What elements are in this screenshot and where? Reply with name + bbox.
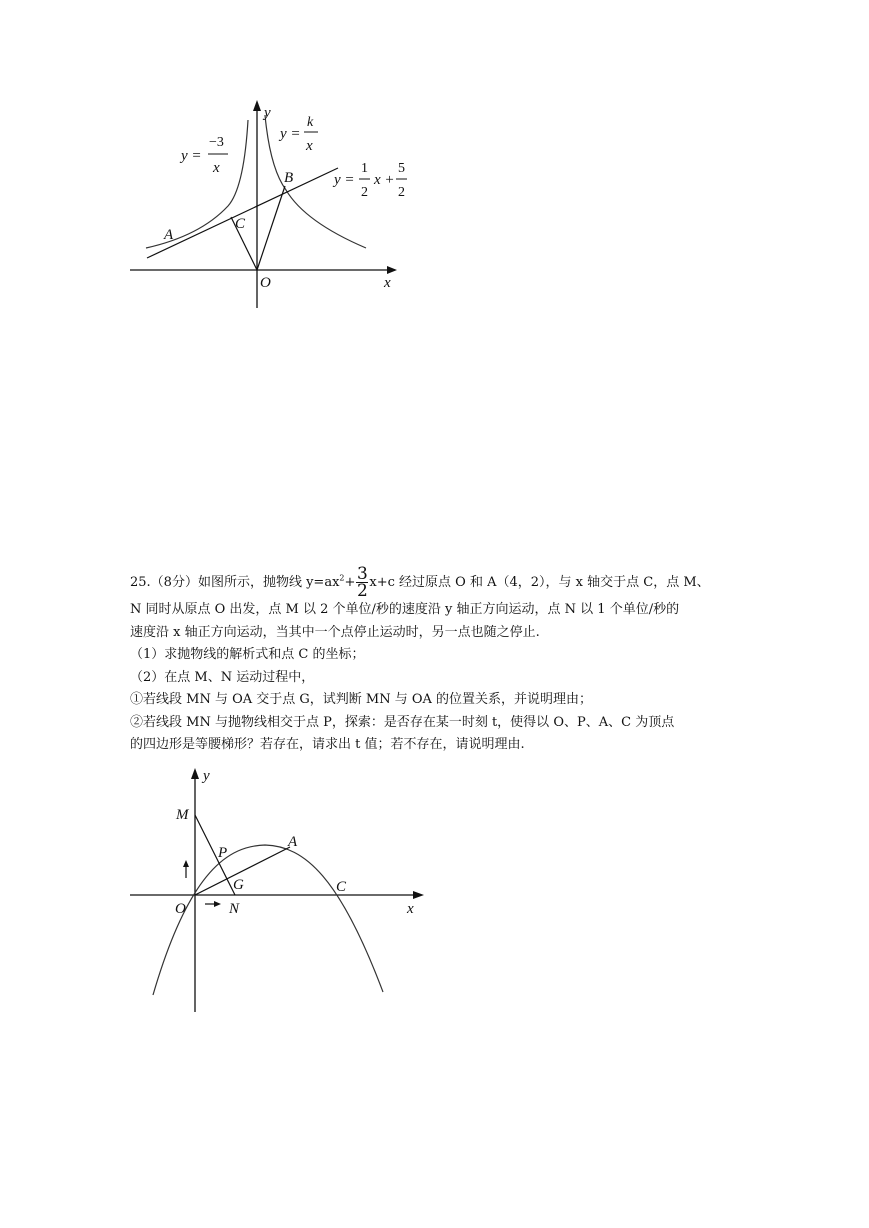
problem-line-5: （2）在点 M、N 运动过程中， <box>130 669 315 685</box>
label-x-axis: x <box>407 901 414 917</box>
line-ab <box>147 168 338 258</box>
y-axis-arrow <box>253 100 261 111</box>
y-axis-arrow <box>191 768 199 779</box>
label-y-axis: y <box>203 768 210 784</box>
figure-1-hyperbolas <box>0 0 869 320</box>
svg-text:k: k <box>307 115 314 130</box>
svg-text:y =: y = <box>334 172 355 188</box>
svg-text:5: 5 <box>398 161 405 176</box>
label-c: C <box>336 879 347 895</box>
svg-text:y =: y = <box>280 126 301 142</box>
problem-line-4: （1）求抛物线的解析式和点 C 的坐标； <box>130 647 365 662</box>
label-a: A <box>164 227 174 243</box>
equation-line <box>332 161 407 200</box>
arrow-n-right-head <box>214 901 221 907</box>
label-p: P <box>218 845 228 861</box>
problem-line-3: 速度沿 x 轴正方向运动，当其中一个点停止运动时，另一点也随之停止. <box>130 624 540 640</box>
svg-text:2: 2 <box>398 185 405 200</box>
arrow-m-up-head <box>183 860 189 867</box>
parabola <box>153 845 383 995</box>
label-c: C <box>235 216 246 232</box>
fraction-three-halves: $\frac{3}{2}$ <box>356 564 368 601</box>
problem-line-6: ①若线段 MN 与 OA 交于点 G，试判断 MN 与 OA 的位置关系，并说明理由； <box>130 692 593 707</box>
label-n: N <box>229 901 240 917</box>
svg-text:x: x <box>213 160 220 176</box>
equation-neg-hyperbola <box>179 135 228 176</box>
label-a: A <box>288 834 298 850</box>
label-b: B <box>284 170 294 186</box>
svg-text:−3: −3 <box>209 135 224 150</box>
label-y-axis: y <box>264 105 271 121</box>
problem-line-1: 25.（8分）如图所示，抛物线 $y=ax^2+$ $\frac{3}{2}$ x+c 经过原点 O 和 A（4，2），与 x 轴交于点 C，点 M、 <box>130 564 710 601</box>
x-axis-arrow <box>413 891 424 899</box>
problem-line-8: 的四边形是等腰梯形？若存在，请求出 t 值；若不存在，请说明理由. <box>130 737 525 752</box>
svg-text:2: 2 <box>361 185 368 200</box>
x-axis-arrow <box>387 266 397 274</box>
label-x-axis: x <box>384 275 391 291</box>
equation-pos-hyperbola <box>278 115 318 154</box>
problem-25-text <box>130 566 750 757</box>
svg-text:1: 1 <box>361 161 368 176</box>
label-o: O <box>175 901 186 917</box>
problem-line-7: ②若线段 MN 与抛物线相交于点 P，探索：是否存在某一时刻 t，使得以 O、P、A、C 为顶点 <box>130 714 675 730</box>
svg-text:y =: y = <box>181 148 202 164</box>
problem-line-2: N 同时从原点 O 出发，点 M 以 2 个单位/秒的速度沿 y 轴正方向运动，点 N 以 1 个单位/秒的 <box>130 602 680 617</box>
segment-ob <box>257 186 285 270</box>
label-o: O <box>260 275 271 291</box>
svg-text:x +: x + <box>374 172 395 188</box>
curve-neg-hyperbola <box>146 120 248 248</box>
label-m: M <box>176 807 189 823</box>
figure-2-parabola <box>0 760 869 1030</box>
label-g: G <box>233 877 244 893</box>
svg-text:x: x <box>306 138 313 154</box>
